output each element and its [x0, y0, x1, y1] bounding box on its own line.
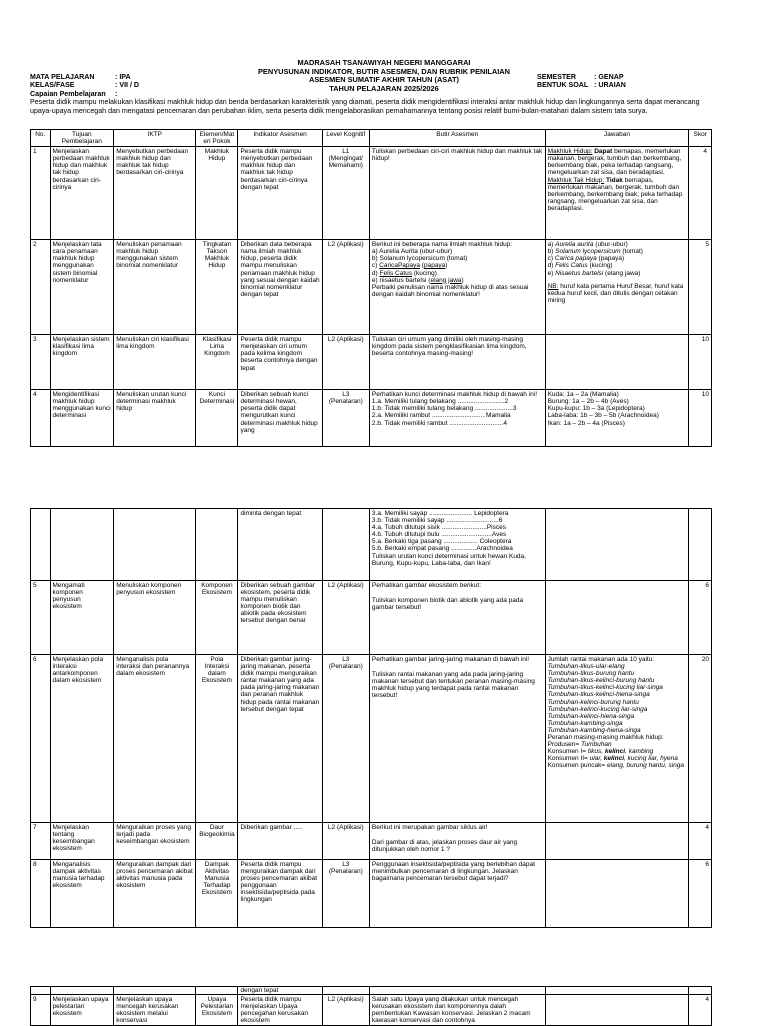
cell-indikator: Peserta didik mampu menjelaskan ciri umum pada kelima kingdom beserta contohnya dengan tepat — [238, 335, 322, 390]
bentuk-label: BENTUK SOAL — [537, 81, 589, 90]
cell-skor: 10 — [689, 390, 712, 447]
cell-butir — [369, 655, 545, 823]
cell-iktp: Menuliskan urutan kunci determinasi makhluk hidup — [114, 390, 196, 447]
kelas-label: KELAS/FASE — [30, 81, 75, 90]
cell-elemen: Tingkatan Takson Makhluk Hidup — [196, 240, 238, 335]
cell-skor: 10 — [689, 335, 712, 390]
cell-tujuan: Menjelaskan sistem klasifikasi lima kingdom — [50, 335, 114, 390]
butir-item-d: d) Felis Catus (kucing) — [371, 269, 437, 277]
butir-line-2: Tuliskan komponen biotik dan abiotik yang ada pada gambar tersebut! — [371, 597, 524, 612]
table-row — [31, 390, 712, 447]
cell-jawaban — [545, 995, 689, 1026]
col-header-elemen: Elemen/Materi Pokok — [196, 130, 238, 147]
answer-ikan: Ikan: 1a – 2b – 4a (Pisces) — [547, 419, 625, 427]
cell-skor: 6 — [689, 581, 712, 655]
cell-butir — [369, 823, 545, 860]
butir-line-1: Perhatikan gambar jaring-jaring makanan di bawah ini! — [371, 656, 530, 663]
answer-e: e) Nisaetus bartelsi (elang jawa) — [547, 269, 641, 277]
role-konsumen-puncak: Konsumen puncak= elang, burung hantu, singa — [547, 762, 684, 770]
cell-no: 7 — [31, 823, 51, 860]
cell-tujuan: Menganalisis dampak aktivitas manusia terhadap ekosistem — [50, 860, 114, 928]
cell-jawaban — [545, 335, 689, 390]
cell-jawaban — [545, 860, 689, 928]
col-header-no: No. — [31, 130, 51, 147]
cell-skor: 20 — [689, 655, 712, 823]
cell-indikator: Peserta didik mampu menguraikan dampak dari proses pencemaran akibat penggunaan insektisida/peptisida pada lingkungan — [238, 860, 322, 928]
answer-burung: Burung: 1a – 2b – 4b (Aves) — [547, 398, 629, 406]
chain-2: Tumbuhan-tikus-burung hantu — [547, 670, 635, 678]
cell-elemen: Pola Interaksi dalam Ekosistem — [196, 655, 238, 823]
cell-elemen: Dampak Aktivitas Manusia Terhadap Ekosistem — [196, 860, 238, 928]
cell-tujuan: Mengamati komponen penyusun ekosistem — [50, 581, 114, 655]
chain-3: Tumbuhan-tikus-kelinci-burung hantu — [547, 677, 655, 685]
table-row — [31, 240, 712, 335]
cell-jawaban — [545, 147, 689, 240]
cell-no: 3 — [31, 335, 51, 390]
cell-jawaban — [545, 240, 689, 335]
role-konsumen-2: Konsumen II= ular, kelinci, kucing liar, hyena — [547, 755, 678, 763]
cp-colon: : — [115, 89, 118, 98]
cell-tujuan: Menjelaskan pola interaksi antarkomponen dalam ekosistem — [50, 655, 114, 823]
key-2a: 2.a. Memiliki rambut ............................. Mamalia — [371, 412, 511, 420]
answer-kuda: Kuda: 1a – 2a (Mamalia) — [547, 391, 619, 399]
butir-item-e: e) nisaetus bartelsi (elang jawa) — [371, 276, 464, 284]
table-row — [31, 987, 712, 995]
key-1b: 1.b. Tidak memiliki tulang belakang .....................3 — [371, 405, 517, 413]
cell-indikator: Diberikan sebuah kunci determinasi hewan, peserta didik dapat mengurutkan kunci determinasi makhluk hidup yang — [238, 390, 322, 447]
butir-question: Perbaiki penulisan nama makhluk hidup di atas sesuai dengan kaidah binomial nomenklatur! — [371, 283, 529, 298]
cell-iktp: Menyebutkan perbedaan makhluk hidup dan makhluk tak hidup berdasarkan ciri-cirinya — [114, 147, 196, 240]
answer-laba: Laba-laba: 1b – 3b – 5b (Arachnoidea) — [547, 412, 659, 420]
col-header-tujuan: Tujuan Pembelajaran — [50, 130, 114, 147]
cell-level: L2 (Aplikasi) — [322, 335, 369, 390]
chain-1: Tumbuhan-tikus-ular-elang — [547, 663, 625, 671]
cp-text: Peserta didik mampu melakukan klasifikasi makhluk hidup dan benda berdasarkan karakteristik yang diamati, peserta didik mengidentifikasi interaksi antar makhluk hidup dan lingkungannya serta dapat merancang upaya-upaya mencegah dan mengatasi pencemaran dan perubahan iklim, serta peserta didik mengelaborasikan pemahamannya tentang posisi relatif bumi-bulan-matahari dalam sistem tata surya. — [30, 98, 700, 115]
table-row — [31, 581, 712, 655]
answer-label-hidup: Makhluk Hidup: — [547, 148, 593, 156]
cell-level: L2 (Aplikasi) — [322, 995, 369, 1026]
cell-butir — [369, 509, 545, 581]
table-row — [31, 147, 712, 240]
butir-question: Tuliskan urutan kunci determinasi untuk hewan Kuda, Burung, Kupu-kupu, Laba-laba, dan Ikan! — [371, 552, 526, 567]
answer-keyword-tidak: Tidak — [605, 176, 623, 184]
cell-level: L2 (Aplikasi) — [322, 581, 369, 655]
cell-level: L2 (Aplikasi) — [322, 240, 369, 335]
col-header-indikator: Indikator Asesmen — [238, 130, 322, 147]
answer-text-hidup: bernapas, memerlukan makanan, bergerak, tumbuh dan berkembang, berkembang biak, peka terhadap rangsang, mengeluarkan zat sisa, dan beradaptasi. — [547, 148, 682, 177]
assessment-name: ASESMEN SUMATIF AKHIR TAHUN (ASAT) — [309, 75, 459, 85]
key-3a: 3.a. Memiliki sayap ........................ Lepidoptera — [371, 510, 509, 517]
cell-butir: Penggunaan insektisida/peptisida yang berlebihan dapat menimbulkan pencemaran di lingkungan. Jelaskan bagaimana pencemaran tersebut dapat terjadi? — [369, 860, 545, 928]
answer-b: b) Solanum lycopersicum (tomat) — [547, 248, 643, 256]
butir-intro: Perhatikan kunci determinasi makhluk hidup di bawah ini! — [371, 391, 538, 399]
butir-line-1: Perhatikan gambar ekosistem berikut: — [371, 582, 482, 589]
table-header-row — [31, 130, 712, 147]
cell-elemen: Komponen Ekosistem — [196, 581, 238, 655]
school-year: TAHUN PELAJARAN 2025/2026 — [329, 83, 439, 93]
cell-iktp: Menuliskan penamaan makhluk hidup menggunakan sistem binomial nomenklatur — [114, 240, 196, 335]
key-2b: 2.b. Tidak memiliki rambut ..............................4 — [371, 419, 508, 427]
cell-level: L1 (Mengingat/ Memahami) — [322, 147, 369, 240]
cell-elemen: Kunci Determinasi — [196, 390, 238, 447]
table-row — [31, 509, 712, 581]
key-4b: 4.b. Tubuh ditutupi bulu ............................Aves — [371, 531, 507, 539]
cell-no: 8 — [31, 860, 51, 928]
semester-label: SEMESTER — [537, 73, 577, 81]
cell-elemen: Daur Biogeokimia — [196, 823, 238, 860]
key-5b: 5.b. Berkaki empat pasang ..............Arachnoidea — [371, 545, 513, 553]
col-header-level: Level Kognitif — [322, 130, 369, 147]
cell-no — [31, 987, 51, 995]
butir-item-b: b) Solanum lycopersicum (tomat) — [371, 255, 468, 263]
cell-indikator: Diberikan sebuah gambar ekosistem, peserta didik mampu menuliskan komponen biotik dan abiotik pada ekosistem tersebut dengan benar — [238, 581, 322, 655]
roles-intro: Peranan masing-masing makhluk hidup: — [547, 734, 664, 742]
assessment-table-page1 — [30, 129, 712, 447]
butir-line-2: Tuliskan rantai makanan yang ada pada jaring-jaring makanan tersebut dan tentukan peranan masing-masing makhluk hidup yang terdapat pada rantai makanan tersebut! — [371, 671, 535, 700]
semester-block — [537, 73, 712, 90]
col-header-jawaban: Jawaban — [545, 130, 689, 147]
cell-indikator: Diberikan gambar jaring-jaring makanan, peserta didik mampu menguraikan rantai makanan yang ada pada jaring-jaring makanan dan peranan makhluk hidup pada rantai makanan tersebut dengan tepat — [238, 655, 322, 823]
cell-jawaban — [545, 581, 689, 655]
assessment-table-page2 — [30, 508, 712, 928]
cell-elemen: Makhluk Hidup — [196, 147, 238, 240]
chain-5: Tumbuhan-tikus-kelinci-hiena-singa — [547, 691, 650, 699]
cell-no: 5 — [31, 581, 51, 655]
school-name: MADRASAH TSANAWIYAH NEGERI MANGGARAI — [297, 58, 471, 67]
butir-line-2: Dari gambar di atas, jelaskan proses daur air yang ditunjukkan oleh nomor 1 ? — [371, 839, 518, 854]
chain-8: Tumbuhan-kelinci-hiena-singa — [547, 712, 635, 720]
key-5a: 5.a. Berkaki tiga pasang ................... Coleoptera — [371, 538, 512, 546]
cell-elemen: Upaya Pelestarian Ekosistem — [196, 995, 238, 1026]
chain-6: Tumbuhan-kelinci-burung hantu — [547, 698, 639, 706]
cell-tujuan: Menjelaskan tentang keseimbangan ekosistem — [50, 823, 114, 860]
table-row — [31, 335, 712, 390]
cell-skor: 4 — [689, 823, 712, 860]
cell-level: L3 (Penalaran) — [322, 655, 369, 823]
cell-butir — [369, 390, 545, 447]
cell-butir: Tuliskan perbedaan ciri-ciri makhluk hidup dan makhluk tak hidup! — [369, 147, 545, 240]
cell-skor: 5 — [689, 240, 712, 335]
assessment-table-page3 — [30, 986, 712, 1026]
butir-item-a: a) Aurelia Aurita (ubur-ubur) — [371, 248, 453, 256]
answer-intro: Jumlah rantai makanan ada 10 yaitu: — [547, 656, 655, 663]
cell-jawaban — [545, 390, 689, 447]
cell-indikator: Diberikan gambar ..... — [238, 823, 322, 860]
key-1a: 1.a. Memiliki tulang belakang ..........................2 — [371, 398, 509, 406]
role-produsen: Produsen= Tumbuhan — [547, 741, 612, 749]
answer-label-tak-hidup: Makhluk Tak Hidup: — [547, 176, 605, 184]
cell-tujuan: Menjelaskan tata cara penamaan makhluk hidup menggunakan sistem binomial nomenklatur — [50, 240, 114, 335]
bentuk-value: : URAIAN — [594, 81, 626, 90]
butir-line-1: Berikut ini merupakan gambar siklus air! — [371, 824, 488, 831]
answer-d: d) Felis Catus (kucing) — [547, 262, 613, 270]
mapel-label: MATA PELAJARAN — [30, 73, 95, 81]
cell-no: 6 — [31, 655, 51, 823]
chain-10: Tumbuhan-kambing-hiena-singa — [547, 726, 641, 734]
cell-indikator: dengan tepat — [238, 987, 322, 995]
mapel-value: : IPA — [115, 73, 131, 81]
butir-item-c: c) CaricaPapaya (papaya) — [371, 262, 448, 270]
cell-indikator: Diberikan data beberapa nama ilmiah makhluk hidup, peserta didik mampu menuliskan penamaan makhluk hidup yang sesuai dengan kaidah binomial nomenklatur dengan tepat — [238, 240, 322, 335]
cell-indikator: diminta dengan tepat — [238, 509, 322, 581]
table-row — [31, 823, 712, 860]
cell-tujuan: Mengidentifikasi makhluk hidup menggunakan kunci determinasi — [50, 390, 114, 447]
key-3b: 3.b. Tidak memiliki sayap .............................6 — [371, 517, 503, 525]
cell-no: 2 — [31, 240, 51, 335]
answer-kupu: Kupu-kupu: 1b – 3a (Lepidoptera) — [547, 405, 645, 413]
cell-butir — [369, 581, 545, 655]
cell-level: L2 (Aplikasi) — [322, 823, 369, 860]
cell-iktp: Menguraikan proses yang terjadi pada keseimbangan ekosistem — [114, 823, 196, 860]
col-header-skor: Skor — [689, 130, 712, 147]
col-header-iktp: IKTP — [114, 130, 196, 147]
key-4a: 4.a. Tubuh ditutupi sisik .........................Pisces — [371, 524, 506, 532]
table-row — [31, 860, 712, 928]
cell-no: 1 — [31, 147, 51, 240]
cp-row — [30, 90, 712, 98]
kelas-value: : VII / D — [115, 81, 140, 90]
cell-butir: Salah satu Upaya yang dilakukan untuk mencegah kerusakan ekosistem dan komponennya dalah pembentukan Kawasan konservasi. Jelaskan 2 macam kawasan konservasi dan contohnya — [369, 995, 545, 1026]
cell-tujuan: Menjelaskan perbedaan makhluk hidup dan makhluk tak hidup berdasarkan ciri-cirinya — [50, 147, 114, 240]
cell-level: L3 (Penalaran) — [322, 390, 369, 447]
cell-skor: 4 — [689, 995, 712, 1026]
cell-skor: 6 — [689, 860, 712, 928]
answer-nb: NB: huruf kata pertama Huruf Besar, huruf kata kedua huruf kecil, dan ditulis dengan cetakan miring — [547, 282, 684, 304]
cell-iktp: Menjelaskan upaya mencegah kerusakan ekosistem melalui konservasi — [114, 995, 196, 1026]
cell-butir — [369, 240, 545, 335]
cell-no — [31, 509, 51, 581]
cell-skor: 4 — [689, 147, 712, 240]
cell-iktp: Menuliskan ciri klasifikasi lima kingdom — [114, 335, 196, 390]
table-row — [31, 995, 712, 1026]
cell-iktp: Menuliskan komponen penyusun ekosistem — [114, 581, 196, 655]
butir-intro: Berikut ini beberapa nama ilmiah makhluk hidup: — [371, 241, 513, 249]
cell-jawaban — [545, 823, 689, 860]
cell-iktp: Menganalisis pola interaksi dan peranannya dalam ekosistem — [114, 655, 196, 823]
chain-4: Tumbuhan-tikus-kelinci-kucing liar-singa — [547, 684, 663, 692]
cp-label: Capaian Pembelajaran — [30, 89, 106, 98]
cell-butir: Tuliskan ciri umum yang dimiliki oleh masing-masing kingdom pada sistem pengklasifikasian lima kingdom, beserta contohnya masing-masing! — [369, 335, 545, 390]
cell-indikator: Peserta didik mampu menjelaskan Upaya pencegahan kerusakan ekosistem — [238, 995, 322, 1026]
answer-a: a) Aurelia aurita (ubur-ubur) — [547, 241, 628, 249]
cell-jawaban — [545, 655, 689, 823]
cell-tujuan: Menjelaskan upaya pelestarian ekosistem — [50, 995, 114, 1026]
col-header-butir: Butir Asesmen — [369, 130, 545, 147]
role-konsumen-1: Konsumen I= tikus, kelinci, kambing — [547, 748, 654, 756]
answer-c: c) Carica papaya (papaya) — [547, 255, 625, 263]
cell-level: L3 (Penalaran) — [322, 860, 369, 928]
cell-no: 4 — [31, 390, 51, 447]
table-row — [31, 655, 712, 823]
chain-7: Tumbuhan-kelinci-kucing liar-singa — [547, 705, 648, 713]
answer-keyword-dapat: Dapat — [594, 148, 613, 156]
cell-iktp: Menguraikan dampak dari proses pencemaran akibat aktivitas manusia pada ekosistem — [114, 860, 196, 928]
cell-no: 9 — [31, 995, 51, 1026]
chain-9: Tumbuhan-kambing-singa — [547, 719, 623, 727]
answer-text-tak-hidup: bernapas, memerlukan makanan, bergerak, tumbuh dan berkembang, berkembang biak, peka terhadap rangsang, mengeluarkan zat sisa, dan beradaptasi. — [547, 176, 683, 212]
cell-indikator: Peserta didik mampu menyebutkan perbedaan makhluk hidup dan makhluk tak hidup berdasarkan ciri-cirinya dengan tepat — [238, 147, 322, 240]
document-meta — [30, 73, 712, 115]
cell-elemen: Klasifikasi Lima Kingdom — [196, 335, 238, 390]
document-title: PENYUSUNAN INDIKATOR, BUTIR ASESMEN, DAN RUBRIK PENILAIAN — [258, 66, 510, 76]
semester-value: : GENAP — [594, 73, 624, 81]
